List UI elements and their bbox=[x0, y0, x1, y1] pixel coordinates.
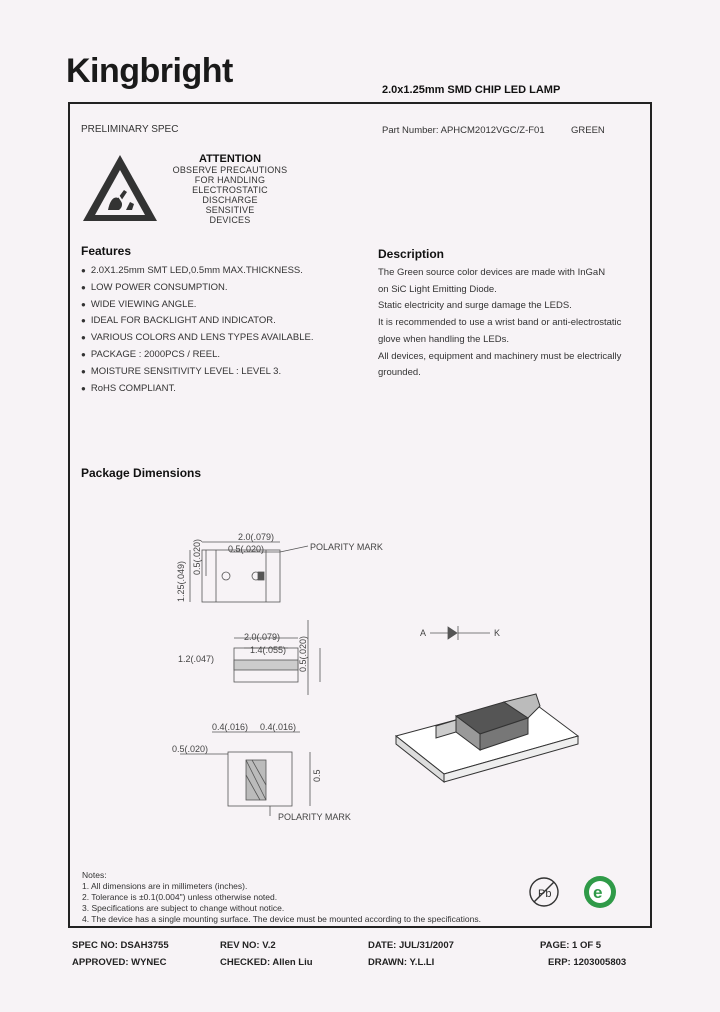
dim-bottom-right: 0.5 bbox=[312, 769, 322, 782]
dim-bottom-label: 0.5(.020) bbox=[172, 744, 209, 754]
attention-line: SENSITIVE bbox=[205, 205, 255, 215]
pb-label: Pb bbox=[538, 888, 552, 900]
feature-item: ● VARIOUS COLORS AND LENS TYPES AVAILABLE. bbox=[81, 330, 313, 347]
preliminary-spec-label: PRELIMINARY SPEC bbox=[81, 124, 179, 135]
attention-title: ATTENTION bbox=[198, 153, 262, 165]
dim-mid-right: 0.5(.020) bbox=[298, 635, 308, 672]
pb-free-icon bbox=[528, 876, 560, 908]
dim-top-inner: 0.5(.020) bbox=[228, 544, 265, 554]
dim-bottom-left-b: 0.4(.016) bbox=[260, 722, 297, 732]
dim-left-height: 1.25(.049) bbox=[176, 560, 186, 602]
led-3d-view bbox=[396, 694, 578, 782]
note-line: 4. The device has a single mounting surface. The device must be mounted according to the specifications. bbox=[82, 914, 481, 924]
dim-left-sub: 0.5(.020) bbox=[192, 538, 202, 575]
brand-logo: Kingbright bbox=[66, 52, 233, 90]
feature-item: ● 2.0X1.25mm SMT LED,0.5mm MAX.THICKNESS. bbox=[81, 263, 313, 280]
esd-warning-icon bbox=[80, 152, 160, 224]
led-color: GREEN bbox=[571, 125, 605, 136]
footer-drawn: DRAWN: Y.L.LI bbox=[368, 957, 435, 968]
feature-item: ● RoHS COMPLIANT. bbox=[81, 381, 313, 398]
notes-title: Notes: bbox=[82, 870, 107, 880]
diode-anode-label: A bbox=[420, 628, 427, 638]
features-list bbox=[81, 263, 313, 397]
package-dimension-drawing bbox=[160, 520, 580, 830]
part-number: Part Number: APHCM2012VGC/Z-F01 bbox=[382, 125, 545, 136]
dim-mid-width: 2.0(.079) bbox=[244, 632, 281, 642]
description-line: The Green source color devices are made with InGaN bbox=[378, 267, 606, 278]
footer-checked: CHECKED: Allen Liu bbox=[220, 957, 313, 968]
dim-mid-left: 1.2(.047) bbox=[178, 654, 215, 664]
feature-item: ● LOW POWER CONSUMPTION. bbox=[81, 280, 313, 297]
rohs-label: e bbox=[593, 883, 603, 902]
dim-top-width: 2.0(.079) bbox=[238, 532, 275, 542]
attention-line: DISCHARGE bbox=[202, 195, 258, 205]
document-title: 2.0x1.25mm SMD CHIP LED LAMP bbox=[382, 84, 561, 96]
description-line: Static electricity and surge damage the LEDS. bbox=[378, 300, 572, 312]
footer-date: DATE: JUL/31/2007 bbox=[368, 940, 454, 951]
diode-cathode-label: K bbox=[494, 628, 501, 638]
note-line: 3. Specifications are subject to change without notice. bbox=[82, 903, 285, 913]
description-heading: Description bbox=[378, 247, 445, 261]
feature-item: ● IDEAL FOR BACKLIGHT AND INDICATOR. bbox=[81, 313, 313, 330]
features-heading: Features bbox=[81, 244, 132, 258]
description-line: glove when handling the LEDs. bbox=[378, 333, 509, 345]
footer-page: PAGE: 1 OF 5 bbox=[540, 940, 602, 951]
polarity-mark-bottom: POLARITY MARK bbox=[278, 812, 351, 822]
footer-erp: ERP: 1203005803 bbox=[548, 957, 627, 968]
note-line: 1. All dimensions are in millimeters (inches). bbox=[82, 881, 248, 891]
rohs-icon bbox=[582, 874, 618, 910]
footer-rev-no: REV NO: V.2 bbox=[220, 940, 276, 951]
description-body bbox=[378, 265, 643, 382]
description-line: grounded. bbox=[378, 367, 421, 379]
description-line: It is recommended to use a wrist band or anti-electrostatic bbox=[378, 317, 622, 329]
note-line: 2. Tolerance is ±0.1(0.004") unless otherwise noted. bbox=[82, 892, 278, 902]
notes-block bbox=[82, 870, 481, 925]
attention-block bbox=[170, 153, 290, 225]
dim-mid-sub: 1.4(.055) bbox=[250, 645, 287, 655]
dim-bottom-left-a: 0.4(.016) bbox=[212, 722, 249, 732]
description-line: All devices, equipment and machinery must be electrically bbox=[378, 350, 622, 362]
feature-item: ● WIDE VIEWING ANGLE. bbox=[81, 297, 313, 314]
attention-line: DEVICES bbox=[209, 215, 251, 225]
feature-item: ● PACKAGE : 2000PCS / REEL. bbox=[81, 347, 313, 364]
attention-line: FOR HANDLING bbox=[194, 175, 266, 185]
diode-symbol bbox=[430, 626, 490, 640]
footer-approved: APPROVED: WYNEC bbox=[72, 957, 167, 968]
polarity-mark-top: POLARITY MARK bbox=[310, 542, 383, 552]
description-line: on SiC Light Emitting Diode. bbox=[378, 283, 497, 295]
feature-item: ● MOISTURE SENSITIVITY LEVEL : LEVEL 3. bbox=[81, 364, 313, 381]
package-dimensions-heading: Package Dimensions bbox=[81, 466, 202, 480]
attention-line: ELECTROSTATIC bbox=[192, 185, 268, 195]
footer-spec-no: SPEC NO: DSAH3755 bbox=[72, 940, 169, 951]
attention-line: OBSERVE PRECAUTIONS bbox=[172, 165, 288, 175]
